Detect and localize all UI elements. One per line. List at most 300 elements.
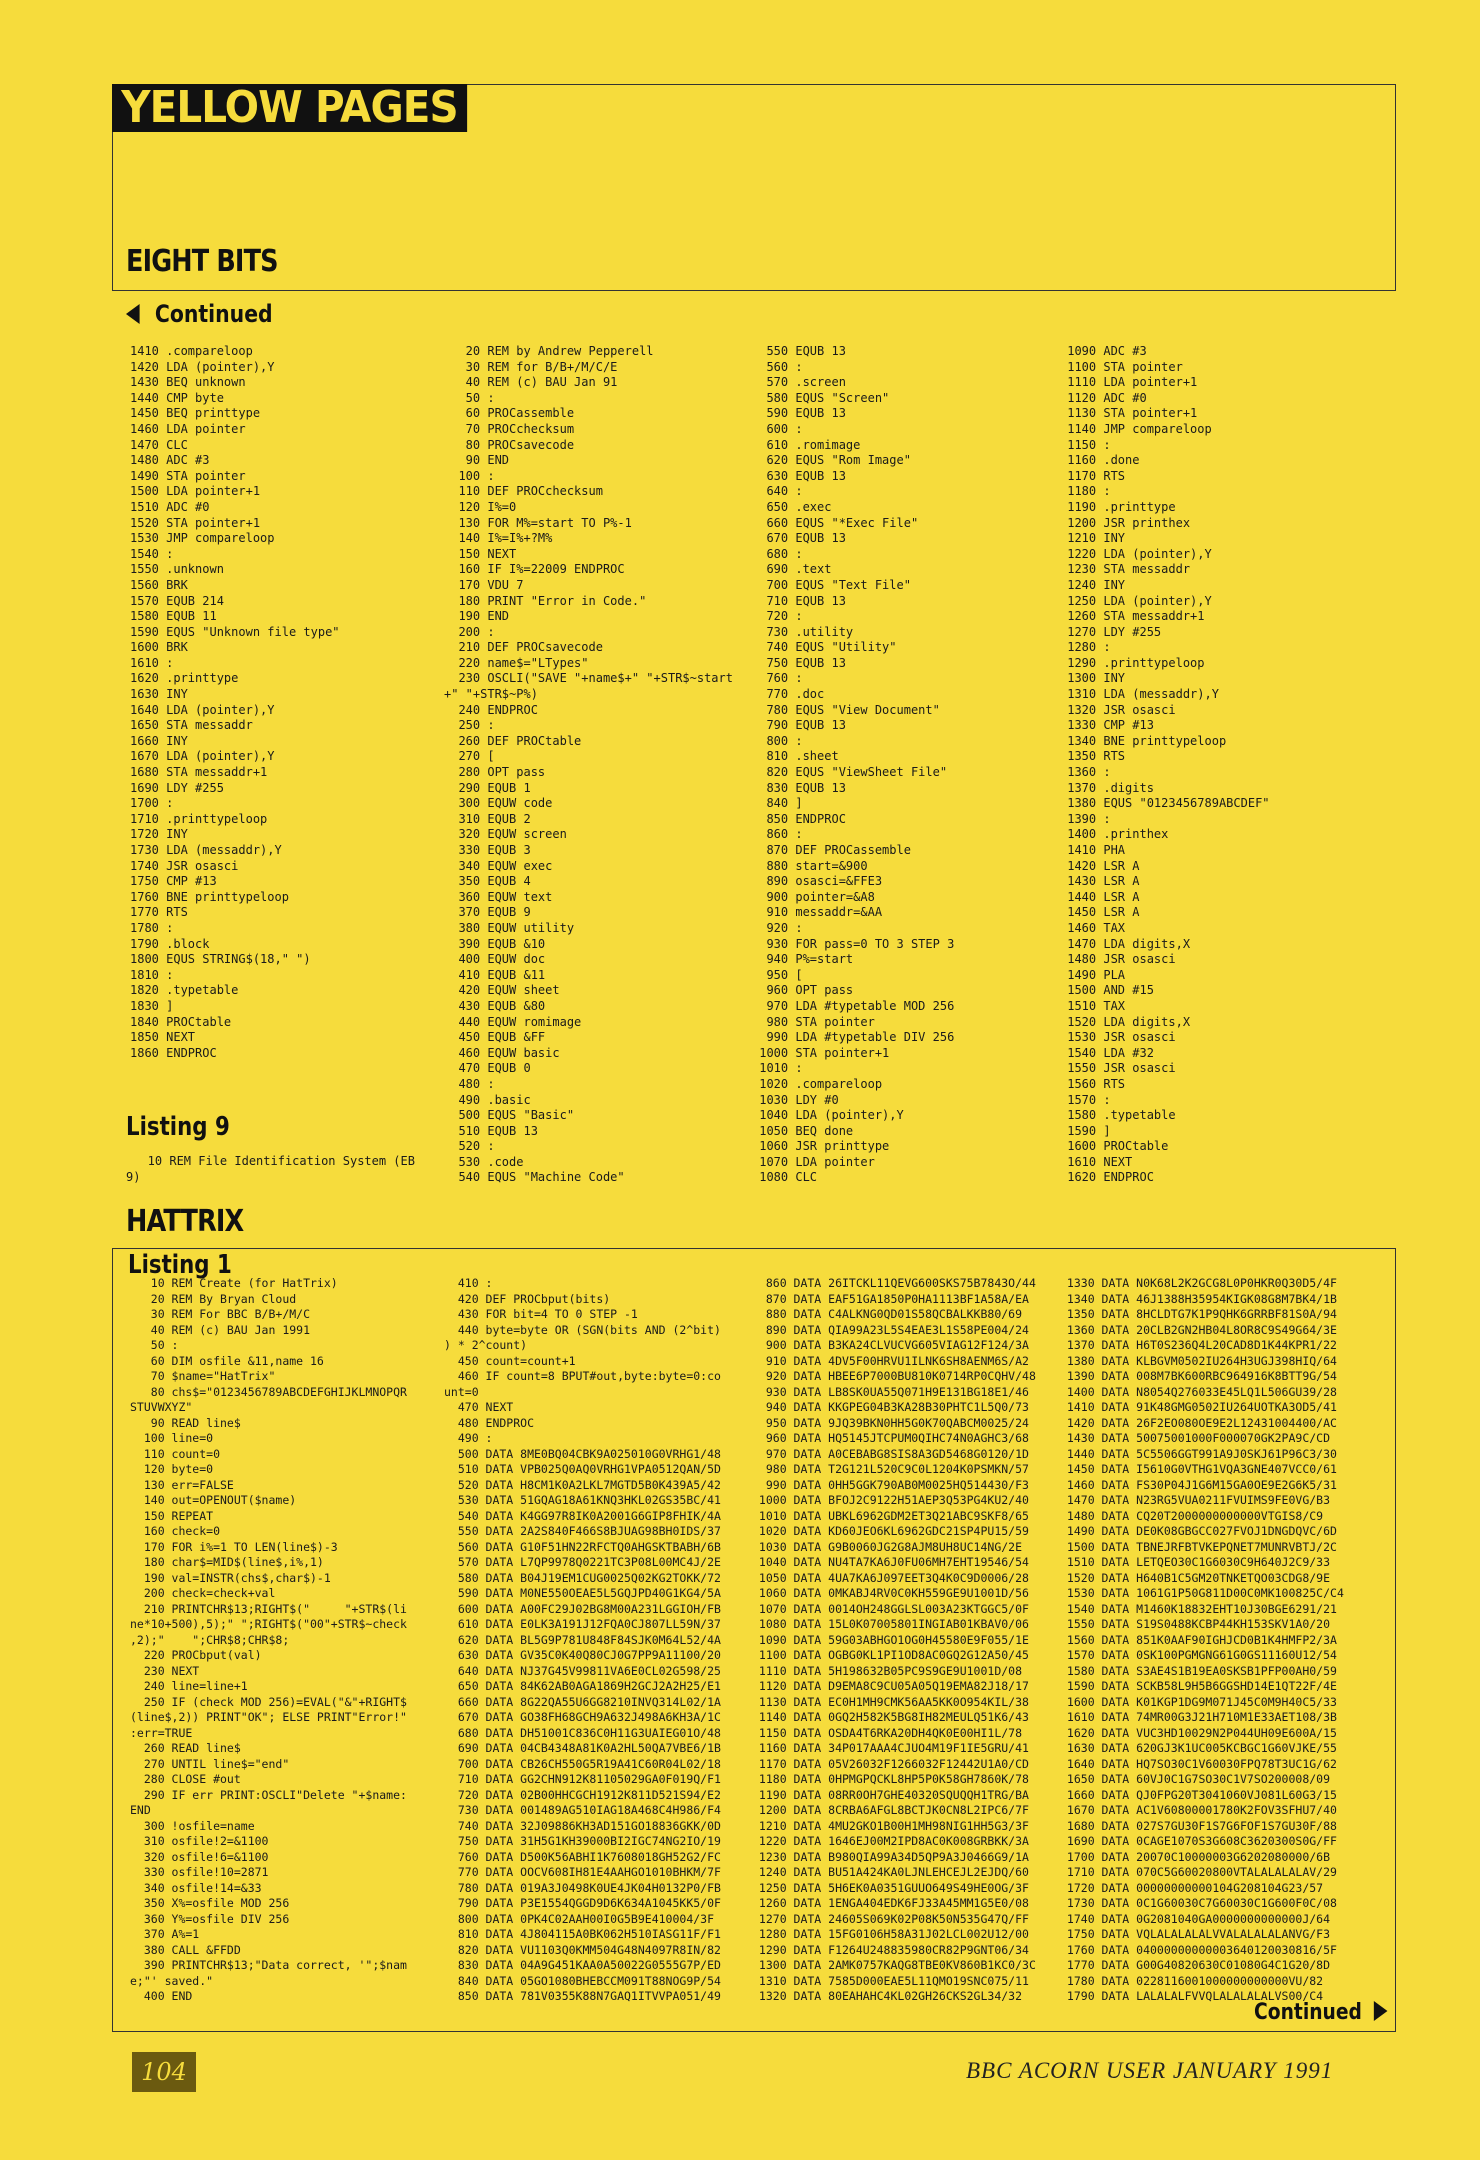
code-line: 1520 STA pointer+1 bbox=[130, 515, 261, 530]
code-line: 1240 DATA BU51A424KA0LJNLEHCEJL2EJDQ/60 bbox=[752, 1865, 1029, 1879]
code-line: 1030 LDY #0 bbox=[752, 1092, 839, 1107]
code-line: 970 DATA A0CEBABG8SIS8A3GD5468G0120/1D bbox=[752, 1446, 1029, 1461]
code-line: 1390 : bbox=[1060, 811, 1111, 826]
code-line: 1010 DATA UBKL6962GDM2ET3Q21ABC9SKF8/65 bbox=[752, 1508, 1029, 1523]
code-line: 1750 DATA VQLALALALALVVALALALALANVG/F3 bbox=[1060, 1927, 1331, 1941]
code-line: 1210 DATA 4MU2GKO1B00H1MH98NIG1HH5G3/3F bbox=[752, 1818, 1029, 1833]
code-line: 610 DATA E0LK3A191J12FQA0CJ807LL59N/37 bbox=[444, 1617, 721, 1631]
code-line: 1610 DATA 74MR00G3J21H710M1E33AET108/3B bbox=[1060, 1710, 1337, 1724]
code-line: 1050 DATA 4UA7KA6J097EET3Q4K0C9D0006/28 bbox=[752, 1570, 1029, 1585]
code-line: 20 REM By Bryan Cloud bbox=[130, 1291, 297, 1306]
code-line: 800 DATA 0PK4C02AAH00I0G5B9E410004/3F bbox=[444, 1911, 715, 1926]
code-line: 290 IF err PRINT:OSCLI"Delete "+$name: bbox=[130, 1787, 407, 1802]
code-line: 70 $name="HatTrix" bbox=[130, 1369, 276, 1383]
code-line: 1770 DATA G00G40820630C01080G4C1G20/8D bbox=[1060, 1958, 1331, 1972]
code-line: 1020 .compareloop bbox=[752, 1076, 883, 1091]
code-line: 1590 EQUS "Unknown file type" bbox=[130, 624, 340, 639]
code-line: 1700 DATA 20070C10000003G6202080000/6B bbox=[1060, 1849, 1331, 1864]
code-line: 1440 DATA 5C5506GGT991A9J0SKJ61P96C3/30 bbox=[1060, 1446, 1337, 1461]
code-line: 1760 DATA 04000000000003640120030816/5F bbox=[1060, 1942, 1337, 1957]
code-line: 1530 JMP compareloop bbox=[130, 531, 275, 546]
code-line: 120 byte=0 bbox=[130, 1462, 214, 1476]
code-line: 170 VDU 7 bbox=[444, 577, 524, 592]
code-line: 1570 : bbox=[1060, 1092, 1111, 1107]
code-line: 1800 EQUS STRING$(18," ") bbox=[130, 952, 311, 967]
code-line: 980 STA pointer bbox=[752, 1014, 875, 1029]
code-line: 550 DATA 2A2S840F466S8BJUAG98BH0IDS/37 bbox=[444, 1524, 721, 1538]
code-line: 1810 : bbox=[130, 967, 174, 982]
code-line: 1380 EQUS "0123456789ABCDEF" bbox=[1060, 796, 1270, 811]
code-line: 380 EQUW utility bbox=[444, 920, 575, 935]
code-line: 1700 : bbox=[130, 796, 174, 811]
code-line: 90 READ line$ bbox=[130, 1415, 241, 1430]
code-line: 1550 .unknown bbox=[130, 562, 224, 577]
code-line: 900 pointer=&A8 bbox=[752, 889, 875, 904]
code-line: 290 EQUB 1 bbox=[444, 780, 531, 795]
code-line: 1680 DATA 027S7GU30F1S7G6FOF1S7GU30F/88 bbox=[1060, 1818, 1337, 1833]
code-line: 1250 DATA 5H6EK0A0351GUUO649S49HE0OG/3F bbox=[752, 1880, 1029, 1895]
code-line: 1170 RTS bbox=[1060, 468, 1126, 483]
code-line: 220 name$="LTypes" bbox=[444, 655, 589, 670]
code-line: 780 EQUS "View Document" bbox=[752, 702, 940, 717]
code-line: 540 EQUS "Machine Code" bbox=[444, 1170, 625, 1185]
code-line: 1710 DATA 070C5G60020800VTALALALALAV/29 bbox=[1060, 1865, 1337, 1879]
code-line: 600 : bbox=[752, 421, 803, 436]
code-line: (line$,2)) PRINT"OK"; ELSE PRINT"Error!" bbox=[130, 1710, 407, 1724]
code-line: 150 REPEAT bbox=[130, 1508, 214, 1523]
code-line: 1230 DATA B980QIA99A34D5QP9A3J0466G9/1A bbox=[752, 1849, 1029, 1864]
code-line: 1430 DATA 50075001000F000070GK2PA9C/CD bbox=[1060, 1431, 1331, 1445]
code-line: 1520 LDA digits,X bbox=[1060, 1014, 1191, 1029]
listing-9-title: Listing 9 bbox=[126, 1112, 230, 1142]
code-line: 750 EQUB 13 bbox=[752, 655, 846, 670]
code-line: 310 osfile!2=&1100 bbox=[130, 1834, 269, 1848]
code-line: 1100 DATA OGBG0KL1PI1OD8AC0GQ2G12A50/45 bbox=[752, 1648, 1029, 1662]
code-line: 520 DATA H8CM1K0A2LKL7MGTD5B0K439A5/42 bbox=[444, 1477, 721, 1492]
code-line: 1860 ENDPROC bbox=[130, 1045, 217, 1060]
code-line: 380 CALL &FFDD bbox=[130, 1942, 241, 1957]
code-line: 1560 BRK bbox=[130, 577, 188, 592]
code-line: 1480 DATA CQ20T2000000000000VTGIS8/C9 bbox=[1060, 1508, 1324, 1523]
code-line: 460 IF count=8 BPUT#out,byte:byte=0:co bbox=[444, 1369, 721, 1383]
code-line: 1730 LDA (messaddr),Y bbox=[130, 843, 282, 857]
code-line: 690 DATA 04CB4348A81K0A2HL50QA7VBE6/1B bbox=[444, 1741, 721, 1755]
code-line: 1420 LDA (pointer),Y bbox=[130, 359, 275, 374]
code-line: 1620 .printtype bbox=[130, 671, 239, 686]
code-line: 1350 DATA 8HCLDTG7K1P9QHK6GRRBF81S0A/94 bbox=[1060, 1307, 1337, 1321]
code-line: 410 EQUB &11 bbox=[444, 967, 546, 982]
code-line: e;"' saved." bbox=[130, 1973, 214, 1988]
code-line: 1000 DATA BFOJ2C9122H51AEP3Q53PG4KU2/40 bbox=[752, 1493, 1029, 1507]
code-line: 1680 STA messaddr+1 bbox=[130, 765, 268, 780]
code-line: 1350 RTS bbox=[1060, 749, 1126, 764]
code-line: 1140 DATA 0GQ2H582K5BG8IH82MEULQ51K6/43 bbox=[752, 1710, 1029, 1724]
code-line: 1630 INY bbox=[130, 687, 188, 702]
code-line: 220 PROCbput(val) bbox=[130, 1648, 262, 1662]
code-line: 930 DATA LB8SK0UA55Q071H9E131BG18E1/46 bbox=[752, 1384, 1029, 1399]
listing-1-title: Listing 1 bbox=[128, 1250, 232, 1280]
code-line: 240 ENDPROC bbox=[444, 702, 538, 717]
code-line: 840 ] bbox=[752, 796, 803, 811]
code-line: 730 .utility bbox=[752, 624, 854, 639]
code-line: 1240 INY bbox=[1060, 577, 1126, 592]
code-line: 450 EQUB &FF bbox=[444, 1030, 546, 1045]
code-line: 750 DATA 31H5G1KH39000BI2IGC74NG2IO/19 bbox=[444, 1834, 721, 1848]
code-line: 790 DATA P3E1554QGGD9D6K634A1045KK5/0F bbox=[444, 1896, 721, 1910]
code-line: 1780 DATA 0228116001000000000000VU/82 bbox=[1060, 1973, 1324, 1988]
code-line: 230 OSCLI("SAVE "+name$+" "+STR$~start bbox=[444, 671, 733, 686]
code-line: 200 : bbox=[444, 624, 495, 639]
code-line: 1710 .printtypeloop bbox=[130, 811, 268, 826]
code-line: ne*10+500),5);" ";RIGHT$("00"+STR$~check bbox=[130, 1617, 407, 1631]
code-line: 1260 STA messaddr+1 bbox=[1060, 609, 1205, 624]
code-line: 1500 LDA pointer+1 bbox=[130, 484, 261, 499]
code-line: 930 FOR pass=0 TO 3 STEP 3 bbox=[752, 936, 955, 951]
code-line: 330 EQUB 3 bbox=[444, 843, 531, 857]
code-line: 650 DATA 84K62AB0AGA1869H2GCJ2A2H25/E1 bbox=[444, 1679, 721, 1693]
code-line: 670 EQUB 13 bbox=[752, 531, 846, 546]
code-line: 510 EQUB 13 bbox=[444, 1123, 538, 1138]
code-line: 430 FOR bit=4 TO 0 STEP -1 bbox=[444, 1307, 638, 1321]
continued-label: Continued bbox=[154, 300, 273, 328]
code-line: 110 count=0 bbox=[130, 1446, 221, 1461]
code-line: 1110 LDA pointer+1 bbox=[1060, 375, 1198, 390]
code-line: 980 DATA T2G121L520C9C0L1204K0PSMKN/57 bbox=[752, 1462, 1029, 1476]
code-line: 680 : bbox=[752, 546, 803, 561]
code-line: 640 DATA NJ37G45V99811VA6E0CL02G598/25 bbox=[444, 1663, 721, 1678]
code-line: 560 : bbox=[752, 359, 803, 374]
code-line: 1100 STA pointer bbox=[1060, 359, 1183, 374]
code-line: 640 : bbox=[752, 484, 803, 499]
code-line: 300 EQUW code bbox=[444, 796, 553, 811]
code-line: 50 : bbox=[130, 1338, 179, 1352]
code-line: 1450 DATA I5610G0VTHG1VQA3GNE407VCC0/61 bbox=[1060, 1462, 1337, 1476]
code-line: 1290 .printtypeloop bbox=[1060, 655, 1205, 670]
code-line: 100 : bbox=[444, 468, 495, 483]
code-line: 400 END bbox=[130, 1989, 193, 2003]
code-line: 650 .exec bbox=[752, 499, 832, 514]
code-line: 1820 .typetable bbox=[130, 983, 239, 998]
code-line: 1580 DATA S3AE4S1B19EA0SKSB1PFP00AH0/59 bbox=[1060, 1663, 1337, 1678]
code-line: 430 EQUB &80 bbox=[444, 998, 546, 1013]
code-line: 1600 DATA K01KGP1DG9M071J45C0M9H40C5/33 bbox=[1060, 1694, 1337, 1709]
code-line: 1280 : bbox=[1060, 640, 1111, 655]
code-line: 450 count=count+1 bbox=[444, 1353, 576, 1368]
code-line: 1690 LDY #255 bbox=[130, 780, 224, 795]
code-line: 390 PRINTCHR$13;"Data correct, '";$nam bbox=[130, 1958, 407, 1972]
code-line: 270 [ bbox=[444, 749, 495, 764]
code-line: 60 PROCassemble bbox=[444, 406, 575, 421]
code-line: 770 .doc bbox=[752, 687, 825, 702]
code-line: 970 LDA #typetable MOD 256 bbox=[752, 998, 955, 1013]
code-line: 720 DATA 02B00HHCGCH1912K811D521S94/E2 bbox=[444, 1787, 721, 1802]
code-line: 130 FOR M%=start TO P%-1 bbox=[444, 515, 632, 530]
code-line: 610 .romimage bbox=[752, 437, 861, 452]
code-line: 140 I%=I%+?M% bbox=[444, 531, 553, 546]
code-line: 1430 BEQ unknown bbox=[130, 375, 246, 390]
code-column bbox=[752, 1276, 1036, 2005]
code-line: 960 OPT pass bbox=[752, 983, 854, 998]
code-line: 1330 CMP #13 bbox=[1060, 718, 1154, 733]
code-line: 1400 .printhex bbox=[1060, 827, 1169, 842]
code-line: 1060 DATA 0MKABJ4RV0C0KH559GE9U1001D/56 bbox=[752, 1586, 1029, 1600]
code-line: 1460 DATA FS30P04J1G6M15GA0OE9E2G6K5/31 bbox=[1060, 1477, 1337, 1492]
code-line: 730 DATA 001489AG510IAG18A468C4H986/F4 bbox=[444, 1803, 721, 1817]
section-title-hattrix: HATTRIX bbox=[126, 1204, 244, 1239]
code-line: 500 DATA 8ME0BQ04CBK9A025010G0VRHG1/48 bbox=[444, 1446, 721, 1461]
code-line: 1610 NEXT bbox=[1060, 1154, 1133, 1169]
code-line: 1070 LDA pointer bbox=[752, 1154, 875, 1169]
code-line: 420 EQUW sheet bbox=[444, 983, 560, 998]
code-line: 520 : bbox=[444, 1139, 495, 1154]
code-line: 890 osasci=&FFE3 bbox=[752, 874, 883, 889]
code-line: 490 .basic bbox=[444, 1092, 531, 1107]
code-line: 1190 .printtype bbox=[1060, 499, 1176, 514]
code-line: 510 DATA VPB025Q0AQ0VRHG1VPA0512QAN/5D bbox=[444, 1462, 721, 1476]
code-line: 1370 .digits bbox=[1060, 780, 1154, 795]
code-line: 580 EQUS "Screen" bbox=[752, 390, 890, 405]
code-line: 150 NEXT bbox=[444, 546, 517, 561]
code-line: 620 DATA BL5G9P781U848F84SJK0M64L52/4A bbox=[444, 1632, 721, 1647]
code-line: 880 DATA C4ALKNG0QD01S58QCBALKKB80/69 bbox=[752, 1307, 1023, 1321]
code-line: 550 EQUB 13 bbox=[752, 344, 846, 358]
code-line: 1300 INY bbox=[1060, 671, 1126, 686]
code-line: 1020 DATA KD60JEO6KL6962GDC21SP4PU15/59 bbox=[752, 1524, 1029, 1538]
code-line: 1230 STA messaddr bbox=[1060, 562, 1191, 577]
code-line: 1520 DATA H640B1C5GM20TNKETQO03CDG8/9E bbox=[1060, 1570, 1331, 1585]
code-line: 1170 DATA 05V26032F1266032F12442U1A0/CD bbox=[752, 1756, 1029, 1771]
code-line: 1120 DATA D9EMA8C9CU05A05Q19EMA82J18/17 bbox=[752, 1679, 1029, 1693]
code-line: 1490 DATA DE0K08GBGCC027FVOJ1DNGDQVC/6D bbox=[1060, 1524, 1337, 1538]
code-line: 110 DEF PROCchecksum bbox=[444, 484, 603, 499]
code-line: 230 NEXT bbox=[130, 1663, 200, 1678]
code-line: 490 : bbox=[444, 1431, 493, 1445]
code-line: 1790 .block bbox=[130, 936, 210, 951]
code-line: 1640 LDA (pointer),Y bbox=[130, 702, 275, 717]
code-line: 1090 ADC #3 bbox=[1060, 344, 1147, 358]
code-line: 1560 DATA 851K0AAF90IGHJCD0B1K4HMFP2/3A bbox=[1060, 1632, 1337, 1647]
code-line: 1450 LSR A bbox=[1060, 905, 1140, 920]
code-line: 470 EQUB 0 bbox=[444, 1061, 531, 1076]
code-line: 1430 LSR A bbox=[1060, 874, 1140, 889]
code-line: 630 EQUB 13 bbox=[752, 468, 846, 483]
code-line: 1670 DATA AC1V60800001780K2FOV3SFHU7/40 bbox=[1060, 1803, 1337, 1817]
code-line: 350 X%=osfile MOD 256 bbox=[130, 1896, 290, 1910]
code-line: 1500 AND #15 bbox=[1060, 983, 1154, 998]
code-line: 1660 DATA QJ0FPG20T3041060VJ081L60G3/15 bbox=[1060, 1787, 1337, 1802]
code-line: 440 byte=byte OR (SGN(bits AND (2^bit) bbox=[444, 1322, 721, 1337]
code-line: 1080 DATA 15L0K07005801INGIAB01KBAV0/06 bbox=[752, 1617, 1029, 1631]
code-line: 1540 DATA M1460K18832EHT10J30BGE6291/21 bbox=[1060, 1601, 1337, 1616]
code-line: 1460 LDA pointer bbox=[130, 421, 246, 436]
code-line: 270 UNTIL line$="end" bbox=[130, 1756, 290, 1771]
code-line: 1620 DATA VUC3HD10029N2P044UH09E600A/15 bbox=[1060, 1725, 1337, 1740]
code-line: 1740 DATA 0G2081040GA0000000000000J/64 bbox=[1060, 1911, 1331, 1926]
code-line: 570 DATA L7QP9978Q0221TC3P08L00MC4J/2E bbox=[444, 1555, 721, 1569]
code-line: 910 DATA 4DV5F00HRVU1ILNK6SH8AENM6S/A2 bbox=[752, 1353, 1029, 1368]
code-line: 1220 DATA 1646EJ00M2IPD8AC0K008GRBKK/3A bbox=[752, 1834, 1029, 1848]
code-line: 20 REM by Andrew Pepperell bbox=[444, 344, 654, 358]
code-line: 1320 JSR osasci bbox=[1060, 702, 1176, 717]
code-line: 920 DATA HBEE6P7000BU810K0714RP0CQHV/48 bbox=[752, 1369, 1036, 1383]
code-line: 630 DATA GV35C0K40Q80CJ0G7PP9A11100/20 bbox=[444, 1648, 721, 1662]
code-line: STUVWXYZ" bbox=[130, 1400, 193, 1414]
code-line: 1000 STA pointer+1 bbox=[752, 1045, 890, 1060]
continued-next bbox=[1254, 2000, 1387, 2025]
code-line: 620 EQUS "Rom Image" bbox=[752, 453, 911, 468]
code-line: 1510 ADC #0 bbox=[130, 499, 210, 514]
code-line: 1120 ADC #0 bbox=[1060, 390, 1147, 405]
code-line: 300 !osfile=name bbox=[130, 1818, 255, 1833]
code-line: 330 osfile!10=2871 bbox=[130, 1865, 269, 1879]
code-line: 1510 TAX bbox=[1060, 998, 1126, 1013]
code-line: :err=TRUE bbox=[130, 1725, 193, 1740]
code-line: 250 IF (check MOD 256)=EVAL("&"+RIGHT$ bbox=[130, 1694, 407, 1709]
code-column bbox=[130, 344, 340, 1061]
code-line: 1030 DATA G9B0060JG2G8AJM8UH8UC14NG/2E bbox=[752, 1539, 1023, 1554]
code-line: 810 .sheet bbox=[752, 749, 839, 764]
code-line: 1620 ENDPROC bbox=[1060, 1170, 1154, 1185]
code-line: 560 DATA G10F51HN22RFCTQ0AHGSKTBABH/6B bbox=[444, 1539, 721, 1554]
code-line: 1500 DATA TBNEJRFBTVKEPQNET7MUNRVBTJ/2C bbox=[1060, 1539, 1337, 1554]
code-line: 870 DATA EAF51GA1850P0HA1113BF1A58A/EA bbox=[752, 1291, 1029, 1306]
code-line: 1360 : bbox=[1060, 765, 1111, 780]
code-line: 820 EQUS "ViewSheet File" bbox=[752, 765, 948, 780]
code-line: 310 EQUB 2 bbox=[444, 811, 531, 826]
code-line: 1320 DATA 80EAHAHC4KL02GH26CKS2GL34/32 bbox=[752, 1989, 1023, 2003]
code-line: 950 [ bbox=[752, 967, 803, 982]
code-line: 1590 ] bbox=[1060, 1123, 1111, 1138]
code-line: 1190 DATA 08RR0OH7GHE40320SQUQQH1TRG/BA bbox=[752, 1787, 1029, 1802]
code-line: 1470 DATA N23RG5VUA0211FVUIMS9FE0VG/B3 bbox=[1060, 1493, 1331, 1507]
code-line: 1040 LDA (pointer),Y bbox=[752, 1108, 904, 1123]
code-line: 480 : bbox=[444, 1076, 495, 1091]
code-line: 1470 CLC bbox=[130, 437, 188, 452]
code-line: 70 PROCchecksum bbox=[444, 421, 575, 436]
code-line: 1540 LDA #32 bbox=[1060, 1045, 1154, 1060]
code-line: 30 REM For BBC B/B+/M/C bbox=[130, 1307, 311, 1321]
code-line: 240 line=line+1 bbox=[130, 1679, 248, 1693]
code-line: 1420 LSR A bbox=[1060, 858, 1140, 873]
code-line: 260 DEF PROCtable bbox=[444, 733, 582, 748]
code-line: 1600 BRK bbox=[130, 640, 188, 655]
code-line: 1280 DATA 15FG0106H58A31J02LCL002U12/00 bbox=[752, 1927, 1029, 1941]
code-line: 370 EQUB 9 bbox=[444, 905, 531, 920]
code-line: 740 EQUS "Utility" bbox=[752, 640, 897, 655]
code-line: 1340 DATA 46J1388H35954KIGK08G8M7BK4/1B bbox=[1060, 1291, 1337, 1306]
code-line: 90 END bbox=[444, 453, 510, 468]
code-line: 470 NEXT bbox=[444, 1400, 514, 1414]
code-line: 840 DATA 05GO1080BHEBCCM091T88NOG9P/54 bbox=[444, 1973, 721, 1988]
code-line: 460 EQUW basic bbox=[444, 1045, 560, 1060]
code-line: 50 : bbox=[444, 390, 495, 405]
code-line: 960 DATA HQ5145JTCPUM0QIHC74N0AGHC3/68 bbox=[752, 1431, 1029, 1445]
code-line: 800 : bbox=[752, 733, 803, 748]
code-line: 1130 STA pointer+1 bbox=[1060, 406, 1198, 421]
code-line: 900 DATA B3KA24CLVUCVG605VIAG12F124/3A bbox=[752, 1338, 1029, 1352]
code-line: 190 END bbox=[444, 609, 510, 624]
code-line: 1310 LDA (messaddr),Y bbox=[1060, 687, 1219, 702]
code-line: 1070 DATA 0014OH248GGLSL003A23KTGGC5/0F bbox=[752, 1601, 1029, 1616]
code-line: 1760 BNE printtypeloop bbox=[130, 889, 289, 904]
code-line: 940 DATA KKGPEG04B3KA28B30PHTC1L5Q0/73 bbox=[752, 1400, 1029, 1414]
code-line: 140 out=OPENOUT($name) bbox=[130, 1493, 297, 1507]
code-line: 1370 DATA H6T0S236Q4L20CAD8D1K44KPR1/22 bbox=[1060, 1338, 1337, 1352]
code-line: 660 DATA 8G22QA55U6GG8210INVQ314L02/1A bbox=[444, 1694, 721, 1709]
code-line: 180 char$=MID$(line$,i%,1) bbox=[130, 1555, 324, 1569]
code-line: 1550 JSR osasci bbox=[1060, 1061, 1176, 1076]
code-line: 1080 CLC bbox=[752, 1170, 818, 1185]
code-line: END bbox=[130, 1803, 151, 1817]
code-line: 1330 DATA N0K68L2K2GCG8L0P0HKR0Q30D5/4F bbox=[1060, 1276, 1337, 1290]
code-line: 1440 LSR A bbox=[1060, 889, 1140, 904]
code-line: 400 EQUW doc bbox=[444, 952, 546, 967]
code-column bbox=[1060, 1276, 1344, 2005]
code-line: 1130 DATA EC0H1MH9CMK56AA5KK0O954KIL/38 bbox=[752, 1694, 1029, 1709]
section-title-eight-bits: EIGHT BITS bbox=[126, 244, 278, 279]
code-line: 210 PRINTCHR$13;RIGHT$(" "+STR$(li bbox=[130, 1601, 407, 1616]
code-column bbox=[130, 1276, 407, 2005]
code-line: 170 FOR i%=1 TO LEN(line$)-3 bbox=[130, 1539, 338, 1554]
code-line: 1410 DATA 91K48GMG0502IU264UOTKA3OD5/41 bbox=[1060, 1400, 1337, 1414]
code-line: 1140 JMP compareloop bbox=[1060, 421, 1212, 436]
code-line: 410 : bbox=[444, 1276, 493, 1290]
code-line: 340 EQUW exec bbox=[444, 858, 553, 873]
code-line: 390 EQUB &10 bbox=[444, 936, 546, 951]
code-line: 1210 INY bbox=[1060, 531, 1126, 546]
code-line: 570 .screen bbox=[752, 375, 846, 390]
code-line: 1050 BEQ done bbox=[752, 1123, 854, 1138]
code-line: 1640 DATA HQ7SO30C1V60030FPQ78T3UC1G/62 bbox=[1060, 1756, 1337, 1771]
code-line: +" "+STR$~P%) bbox=[444, 687, 538, 702]
code-line: 780 DATA 019A3J0498K0UE4JK04H0132P0/FB bbox=[444, 1880, 721, 1895]
code-line: 530 DATA 51GQAG18A61KNQ3HKL02GS35BC/41 bbox=[444, 1493, 721, 1507]
code-line: 990 LDA #typetable DIV 256 bbox=[752, 1030, 955, 1045]
code-line: 500 EQUS "Basic" bbox=[444, 1108, 575, 1123]
code-line: 1380 DATA KLBGVM0502IU264H3UGJ398HIQ/64 bbox=[1060, 1353, 1337, 1368]
arrow-right-icon bbox=[1374, 2001, 1388, 2021]
code-line: ,2);" ";CHR$8;CHR$8; bbox=[130, 1632, 290, 1647]
code-line: 1270 LDY #255 bbox=[1060, 624, 1162, 639]
code-line: 280 CLOSE #out bbox=[130, 1772, 241, 1786]
code-line: 1340 BNE printtypeloop bbox=[1060, 733, 1227, 748]
code-line: 1290 DATA F1264U248835980CR82P9GNT06/34 bbox=[752, 1942, 1029, 1957]
code-line: 200 check=check+val bbox=[130, 1586, 276, 1600]
code-line: 1260 DATA 1ENGA404EDK6FJ33A45MM1G5E0/08 bbox=[752, 1896, 1029, 1910]
code-line: 1470 LDA digits,X bbox=[1060, 936, 1191, 951]
code-line: 1690 DATA 0CAGE1070S3G608C3620300S0G/FF bbox=[1060, 1834, 1337, 1848]
code-line: 580 DATA B04J19EM1CUG0025Q02KG2TOKK/72 bbox=[444, 1570, 721, 1585]
code-line: 920 : bbox=[752, 920, 803, 935]
code-line: 1010 : bbox=[752, 1061, 803, 1076]
code-line: 1180 DATA 0HPMGPQCKL8HP5P0K58GH7860K/78 bbox=[752, 1772, 1029, 1786]
code-line: 190 val=INSTR(chs$,char$)-1 bbox=[130, 1570, 331, 1585]
code-column bbox=[752, 344, 954, 1186]
code-line: 910 messaddr=&AA bbox=[752, 905, 883, 920]
code-line: 350 EQUB 4 bbox=[444, 874, 531, 889]
code-line: 120 I%=0 bbox=[444, 499, 517, 514]
code-line: 530 .code bbox=[444, 1154, 524, 1169]
code-line: 360 Y%=osfile DIV 256 bbox=[130, 1911, 290, 1926]
code-line: 720 : bbox=[752, 609, 803, 624]
code-line: 1600 PROCtable bbox=[1060, 1139, 1169, 1154]
code-line: 790 EQUB 13 bbox=[752, 718, 846, 733]
code-line: 480 ENDPROC bbox=[444, 1415, 535, 1430]
code-line: 590 EQUB 13 bbox=[752, 406, 846, 421]
code-line: 1740 JSR osasci bbox=[130, 858, 239, 873]
code-line: 1840 PROCtable bbox=[130, 1014, 232, 1029]
code-line: 1410 PHA bbox=[1060, 843, 1126, 857]
